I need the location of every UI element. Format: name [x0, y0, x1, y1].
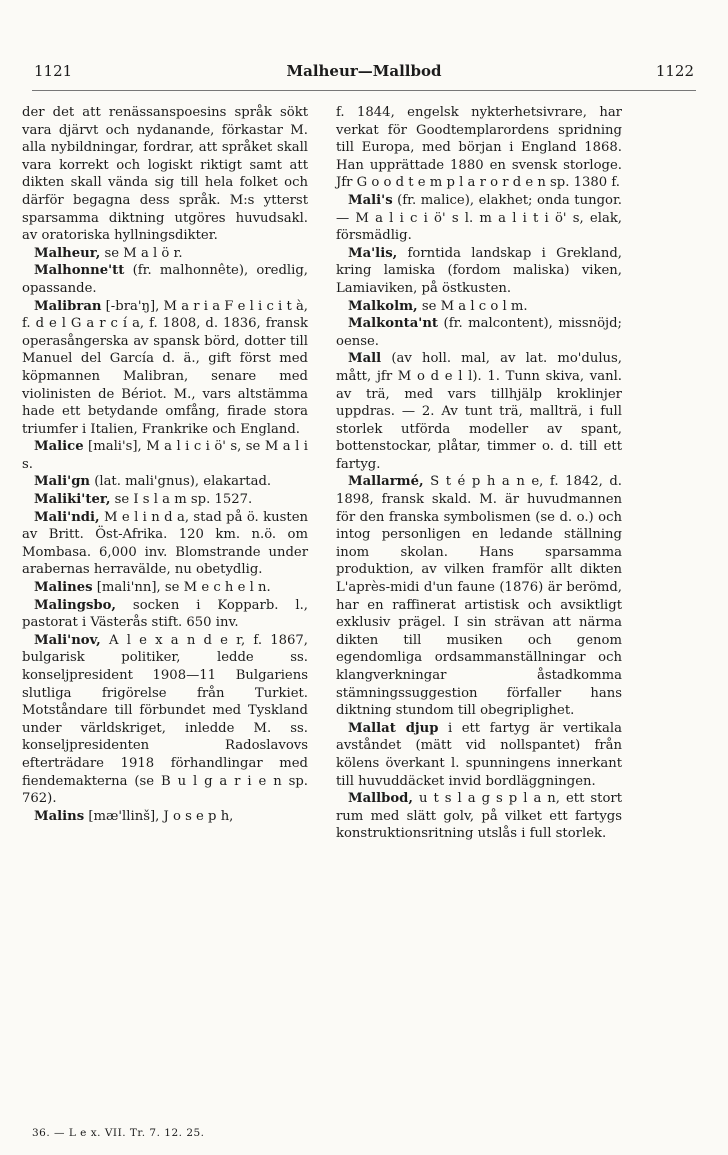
page-header	[34, 62, 694, 88]
right-column	[336, 104, 622, 843]
entry-headword: Malingsbo,	[34, 597, 117, 613]
entry-text: (fr. malhonnête), oredlig, opassande.	[22, 263, 308, 296]
entry-text: [mali's], M a l i c i ö' s, se M a l i s.	[22, 439, 308, 472]
dictionary-entry	[22, 245, 308, 263]
dictionary-entry	[22, 491, 308, 509]
header-rule	[32, 90, 696, 91]
entry-headword: Malines	[34, 580, 93, 596]
entry-text: se M a l ö r.	[100, 245, 183, 261]
entry-text: der det att renässanspoesins språk sökt vara djärvt och nydanande, förkastar M. alla nybildningar, fordrar, att språket skall vara korrekt och logiskt riktigt samt att dikten skall vända sig till hela folket och därför begagna dess språk. M:s ytterst sparsamma diktning utgöres huvudsakl. av oratoriska hyllningsdikter.	[22, 105, 308, 244]
entry-headword: Malkonta'nt	[348, 316, 439, 332]
entry-text: S t é p h a n e, f. 1842, d. 1898, fransk skald. M. är huvudmannen för den franska symbolismen (se d. o.) och intog personligen en ledande ställning inom skolan. Hans sparsamma produktion, av vilken framför allt dikten L'après-midi d'un faune (1876) är berömd, har en raffinerat artistisk och avsiktligt exklusiv prägel. I sin strävan att närma dikten till musiken och genom egendomliga ordsammanställningar och klangverkningar åstadkomma stämningssuggestion förfaller hans diktning stundom till obegriplighet.	[336, 474, 622, 719]
dictionary-entry	[336, 315, 622, 350]
dictionary-entry	[22, 579, 308, 597]
entry-text: M e l i n d a, stad på ö. kusten av Britt. Öst-Afrika. 120 km. n.ö. om Mombasa. 6,000 inv. Blomstrande under arabernas herravälde, nu obetydlig.	[22, 509, 308, 578]
entry-text: [mali'nn], se M e c h e l n.	[92, 580, 271, 596]
entry-headword: Malheur,	[34, 245, 101, 261]
entry-text: [-bra'ŋ], M a r i a F e l i c i t à, f. d e l G a r c í a, f. 1808, d. 1836, fransk operasångerska av spansk börd, dotter till Manuel del García d. ä., gift först med köpmannen Malibran, senare med violinisten de Bériot. M., vars altstämma hade ett betydande omfång, firade stora triumfer i Italien, Frankrike och England.	[22, 298, 308, 437]
entry-continuation	[22, 104, 308, 245]
entry-headword: Mali'gn	[34, 474, 91, 490]
dictionary-entry	[22, 597, 308, 632]
entry-text: A l e x a n d e r, f. 1867, bulgarisk politiker, ledde ss. konseljpresident 1908—11 Bulgariens slutliga frigörelse från Turkiet. Motståndare till förbundet med Tyskland under världskriget, inledde M. ss. konseljpresidenten Radoslavovs efterträdare 1918 förhandlingar med fiendemakterna (se B u l g a r i e n sp. 762).	[22, 632, 308, 807]
dictionary-entry	[22, 438, 308, 473]
entry-text: (lat. mali'gnus), elakartad.	[90, 474, 272, 490]
running-title: Malheur—Mallbod	[286, 62, 442, 80]
dictionary-entry	[336, 350, 622, 473]
page-number-right: 1122	[655, 62, 694, 80]
dictionary-entry	[22, 298, 308, 439]
entry-headword: Mali'nov,	[34, 632, 101, 648]
entry-text: se M a l c o l m.	[417, 298, 528, 314]
left-column	[22, 104, 308, 825]
entry-text: (fr. malcontent), missnöjd; oense.	[336, 316, 622, 349]
dictionary-entry	[22, 632, 308, 808]
dictionary-entry	[22, 509, 308, 579]
page-number-left: 1121	[34, 62, 73, 80]
entry-headword: Mali's	[348, 192, 393, 208]
entry-text: (fr. malice), elakhet; onda tungor. — M a l i c i ö' s l. m a l i t i ö' s, elak, försmädlig.	[336, 192, 622, 244]
entry-continuation	[336, 104, 622, 192]
entry-headword: Ma'lis,	[348, 245, 398, 261]
entry-headword: Mall	[348, 351, 382, 367]
dictionary-entry	[22, 262, 308, 297]
entry-text: (av holl. mal, av lat. mo'dulus, mått, jfr M o d e l l). 1. Tunn skiva, vanl. av trä, med vars tillhjälp kroklinjer uppdras. — 2. Av tunt trä, mallträ, i full storlek utförda modeller av spant, bottenstockar, plåtar, timmer o. d. till ett fartyg.	[336, 351, 622, 472]
printer-signature: 36. — L e x. VII. Tr. 7. 12. 25.	[32, 1127, 205, 1139]
entry-headword: Malkolm,	[348, 298, 418, 314]
dictionary-entry	[336, 473, 622, 719]
entry-headword: Mallbod,	[348, 791, 413, 807]
entry-headword: Mallat djup	[348, 720, 439, 736]
dictionary-entry	[336, 790, 622, 843]
entry-text: [mæ'llinš], J o s e p h,	[84, 808, 234, 824]
dictionary-entry	[336, 298, 622, 316]
entry-text: socken i Kopparb. l., pastorat i Västerås stift. 650 inv.	[22, 597, 308, 631]
entry-text: i ett fartyg är vertikala avståndet (mätt vid nollspantet) från kölens överkant l. spunningens innerkant till huvuddäcket invid bordläggningen.	[336, 720, 622, 789]
entry-text: f. 1844, engelsk nykterhetsivrare, har verkat för Goodtemplarordens spridning till Europa, med början i England 1868. Han upprättade 1880 en svensk storloge. Jfr G o o d t e m p l a r o r d e n sp. 1380 f.	[336, 105, 622, 191]
dictionary-entry	[22, 808, 308, 826]
dictionary-entry	[336, 245, 622, 298]
entry-text: u t s l a g s p l a n, ett stort rum med slätt golv, på vilket ett fartygs konstruktionsritning utslås i full storlek.	[336, 791, 622, 842]
entry-headword: Malibran	[34, 298, 102, 314]
entry-headword: Malins	[34, 808, 85, 824]
dictionary-entry	[22, 473, 308, 491]
entry-text: se I s l a m sp. 1527.	[110, 492, 253, 508]
entry-headword: Malice	[34, 439, 84, 455]
entry-text: forntida landskap i Grekland, kring lamiska (fordom maliska) viken, Lamiaviken, på östkusten.	[336, 245, 622, 296]
entry-headword: Mallarmé,	[348, 474, 424, 490]
dictionary-entry	[336, 192, 622, 245]
entry-headword: Malhonne'tt	[34, 263, 125, 279]
entry-headword: Mali'ndi,	[34, 509, 100, 525]
entry-headword: Maliki'ter,	[34, 492, 111, 508]
dictionary-entry	[336, 720, 622, 790]
